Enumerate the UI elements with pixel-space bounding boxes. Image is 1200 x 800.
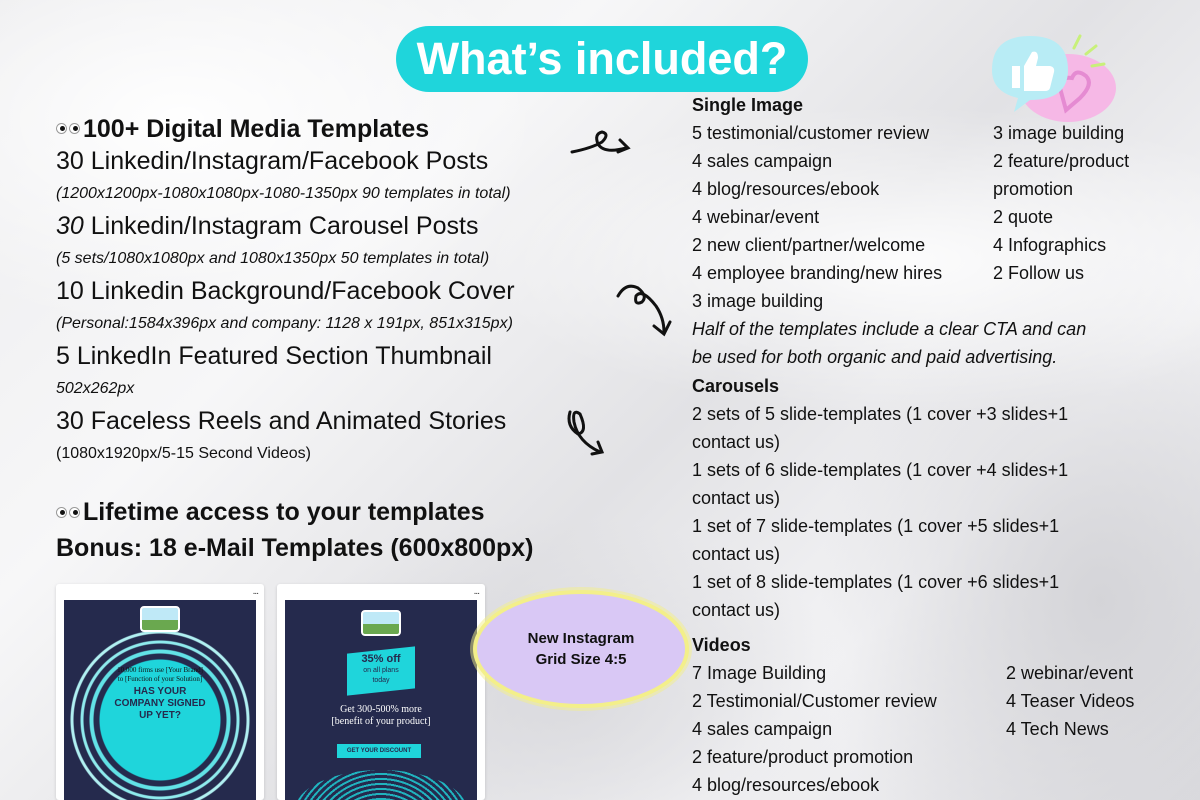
list-item: 2 feature/product [993,151,1130,171]
list-item: 4 sales campaign [692,151,833,171]
list-item: contact us) [692,488,781,508]
templates-heading: 100+ Digital Media Templates [56,112,656,145]
list-item: 2 new client/partner/welcome [692,235,926,255]
videos-col1 [692,659,1006,799]
template-thumbnail[interactable] [56,584,264,800]
more-menu-icon[interactable]: ... [473,586,479,597]
left-column [56,112,656,568]
list-item: 1 set of 7 slide-templates (1 cover +5 slides+1 [692,516,1060,536]
title-pill [396,26,808,92]
item-subtitle: 502x262px [56,380,135,397]
list-item: 4 Tech News [1006,719,1109,739]
item-title: 10 Linkedin Background/Facebook Cover [56,277,515,305]
list-item: contact us) [692,432,781,452]
item-subtitle: (5 sets/1080x1080px and 1080x1350px 50 templates in total) [56,250,490,267]
list-item: 4 Infographics [993,235,1107,255]
thumbnail-card [64,600,256,800]
eyes-icon [56,123,80,134]
videos-heading: Videos [692,635,751,655]
item-title-number: 30 [56,212,84,240]
list-item: 4 sales campaign [692,719,833,739]
card-headline: HAS YOUR COMPANY SIGNED UP YET? [114,686,206,721]
list-item: contact us) [692,600,781,620]
lifetime-heading: Lifetime access to your templates [56,496,656,528]
card-subtext: 10,000 firms use [Your Brand] to [Function of your Solution] [117,666,203,683]
item-subtitle: (1200x1200px-1080x1080px-1080-1350px 90 templates in total) [56,185,511,202]
list-item: 4 blog/resources/ebook [692,775,880,795]
single-image-list [692,119,1182,315]
list-item: 2 Follow us [993,263,1085,283]
item-subtitle: (1080x1920px/5-15 Second Videos) [56,445,311,462]
card-body: Get 300-500% more [benefit of your product] [331,704,431,727]
cta-note: Half of the templates include a clear CTA and can [692,319,1087,339]
list-item: 2 Testimonial/Customer review [692,691,937,711]
list-item: 2 quote [993,207,1054,227]
list-item: 4 webinar/event [692,207,820,227]
more-menu-icon[interactable]: ... [252,586,258,597]
list-item: 3 image building [993,123,1125,143]
list-item: 2 webinar/event [1006,663,1134,683]
list-item: promotion [993,179,1074,199]
image-placeholder-icon [140,606,180,632]
list-item: 3 image building [692,291,824,311]
item-title-text: Linkedin/Instagram Carousel Posts [83,212,479,240]
item-title [56,210,656,242]
curly-arrow-icon [564,404,608,456]
cta-note: be used for both organic and paid advertising. [692,347,1058,367]
list-item: 5 testimonial/customer review [692,123,930,143]
new-grid-size-badge: New Instagram Grid Size 4:5 [473,590,689,708]
item-subtitle: (Personal:1584x396px and company: 1128 x 191px, 851x315px) [56,315,513,332]
template-thumbnail[interactable] [277,584,485,800]
globe-graphic [295,770,467,800]
single-image-col1 [692,119,993,315]
eyes-icon [56,507,80,518]
videos-col2 [1006,659,1182,799]
page-title: What’s included? [416,33,788,84]
videos-list [692,659,1182,799]
get-discount-button: GET YOUR DISCOUNT [337,744,421,758]
item-title: 30 Faceless Reels and Animated Stories [56,407,507,435]
thumbnail-card [285,600,477,800]
curly-arrow-icon [612,278,672,340]
list-item: 1 sets of 6 slide-templates (1 cover +4 slides+1 [692,460,1069,480]
single-image-col2 [993,119,1182,315]
single-image-heading: Single Image [692,95,804,115]
list-item: 7 Image Building [692,663,827,683]
right-column [692,92,1182,799]
bonus-heading: Bonus: 18 e-Mail Templates (600x800px) [56,534,534,562]
list-item: 2 feature/product promotion [692,747,914,767]
list-item: 1 set of 8 slide-templates (1 cover +6 slides+1 [692,572,1060,592]
list-item: 4 employee branding/new hires [692,263,943,283]
curly-arrow-icon [568,124,634,164]
list-item: 2 sets of 5 slide-templates (1 cover +3 slides+1 [692,404,1069,424]
image-placeholder-icon [361,610,401,636]
list-item: 4 Teaser Videos [1006,691,1135,711]
item-title: 5 LinkedIn Featured Section Thumbnail [56,342,492,370]
offer-text: 35% off on all plans today [361,653,401,684]
list-item: 4 blog/resources/ebook [692,179,880,199]
list-item: contact us) [692,544,781,564]
carousels-heading: Carousels [692,376,780,396]
item-title: 30 Linkedin/Instagram/Facebook Posts [56,147,489,175]
